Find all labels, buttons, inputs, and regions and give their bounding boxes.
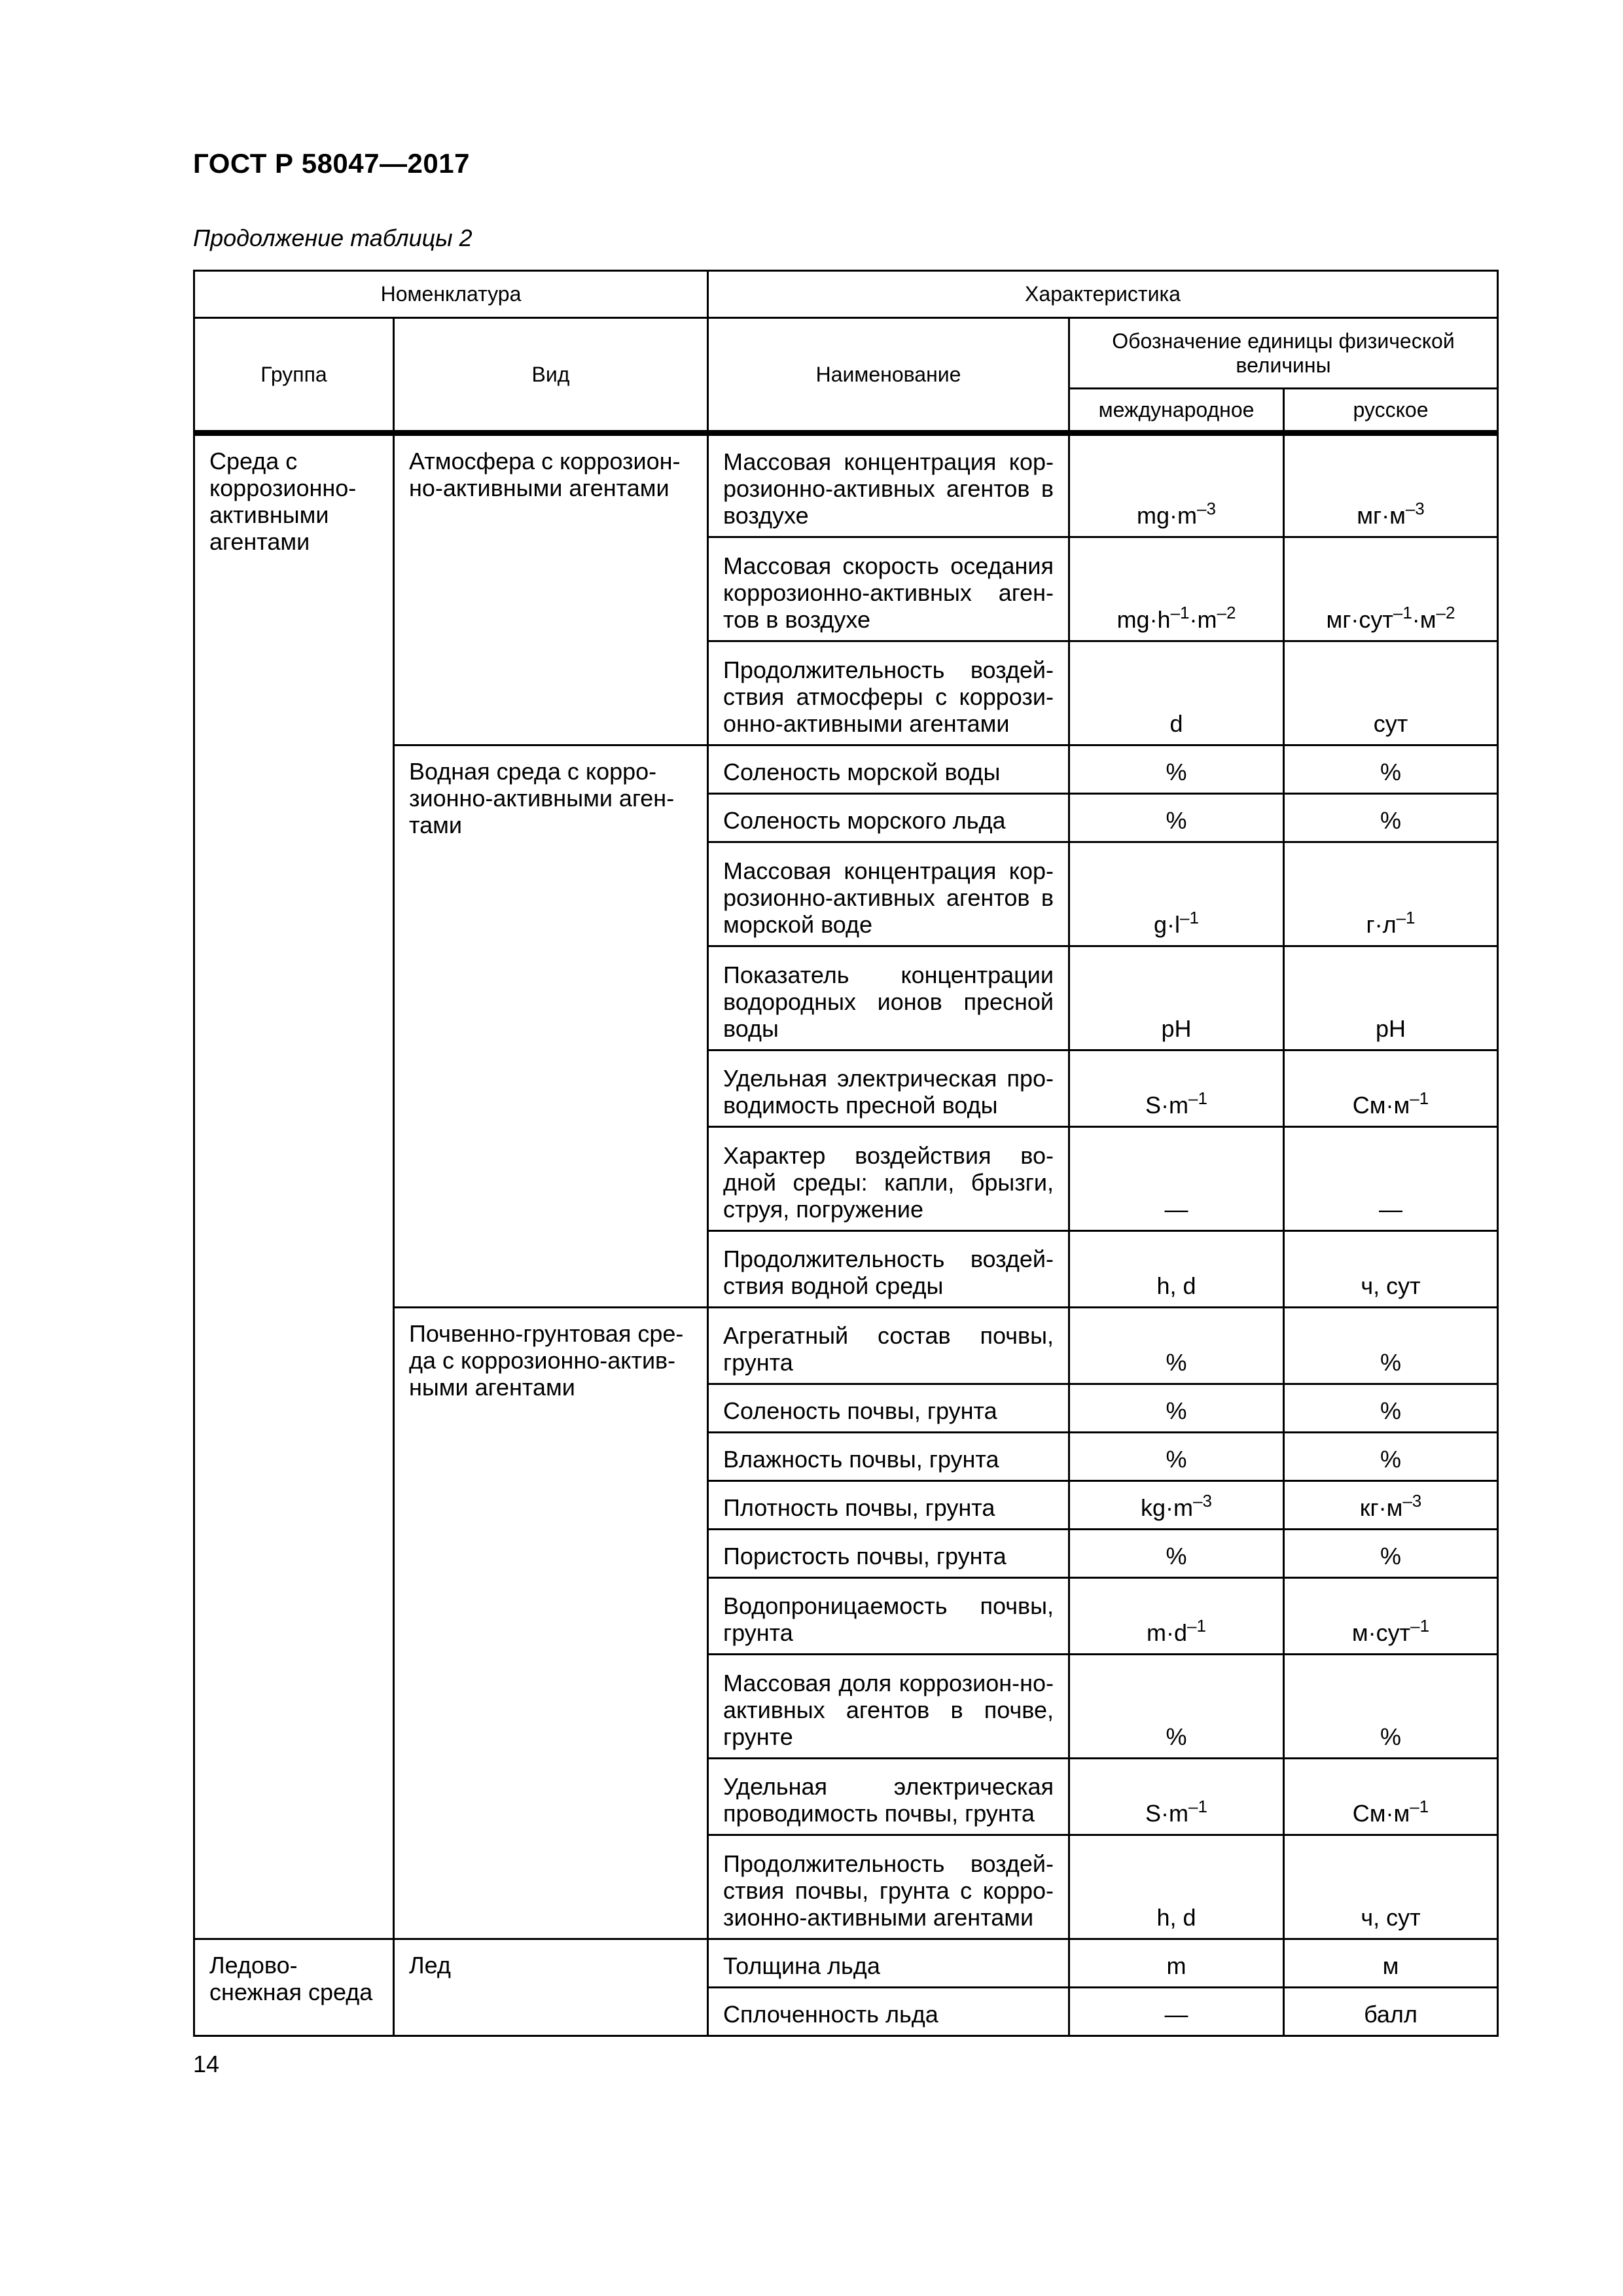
russian-unit-cell (1284, 1127, 1498, 1231)
unit-symbol: % (1380, 807, 1401, 834)
page-number: 14 (193, 2051, 220, 2077)
kind-cell: Почвенно-грунтовая сре-да с коррозионно-актив-ными агентами (394, 1308, 708, 1939)
parameter-name-cell: Массовая скорость оседания коррозионно-активных аген-тов в воздухе (708, 537, 1069, 641)
russian-unit-cell (1284, 1433, 1498, 1481)
unit-symbol: сут (1373, 710, 1408, 737)
unit-exponent: –2 (1217, 603, 1236, 622)
parameter-name-cell: Соленость морского льда (708, 794, 1069, 842)
table-row (194, 433, 1498, 537)
header-kind: Вид (394, 318, 708, 433)
russian-unit-cell (1284, 1384, 1498, 1433)
parameter-name-cell: Толщина льда (708, 1939, 1069, 1988)
international-unit-cell (1069, 1231, 1284, 1308)
russian-unit-cell (1284, 1530, 1498, 1578)
unit-exponent: –3 (1197, 499, 1216, 518)
header-name: Наименование (708, 318, 1069, 433)
unit-symbol: ·m (1189, 606, 1217, 633)
parameter-name-cell: Соленость почвы, грунта (708, 1384, 1069, 1433)
russian-unit-cell (1284, 1050, 1498, 1127)
russian-unit-cell (1284, 1655, 1498, 1759)
international-unit-cell (1069, 1127, 1284, 1231)
unit-symbol: кг·м (1359, 1494, 1403, 1521)
unit-symbol: См·м (1352, 1092, 1410, 1119)
russian-unit-cell (1284, 1835, 1498, 1939)
russian-unit-cell (1284, 1481, 1498, 1530)
russian-unit-cell (1284, 1578, 1498, 1655)
header-characteristic: Характеристика (708, 271, 1498, 318)
unit-symbol: % (1380, 1543, 1401, 1570)
unit-symbol: h, d (1156, 1904, 1196, 1931)
unit-symbol: — (1379, 1196, 1402, 1223)
international-unit-cell (1069, 842, 1284, 946)
unit-symbol: % (1380, 1723, 1401, 1750)
unit-exponent: –1 (1410, 1797, 1429, 1816)
international-unit-cell (1069, 1308, 1284, 1384)
unit-symbol: % (1380, 1446, 1401, 1473)
international-unit-cell (1069, 794, 1284, 842)
parameter-name-cell: Соленость морской воды (708, 745, 1069, 794)
parameter-name-cell: Плотность почвы, грунта (708, 1481, 1069, 1530)
table-row (194, 1939, 1498, 1988)
international-unit-cell (1069, 1655, 1284, 1759)
unit-exponent: –1 (1410, 1616, 1430, 1636)
header-russian: русское (1284, 389, 1498, 433)
parameter-name-cell: Массовая доля коррозион-но-активных агентов в почве, грунте (708, 1655, 1069, 1759)
unit-symbol: См·м (1352, 1800, 1410, 1827)
parameter-name-cell: Показатель концентрации водородных ионов пресной воды (708, 946, 1069, 1050)
international-unit-cell (1069, 946, 1284, 1050)
group-cell: Ледово-снежная среда (194, 1939, 394, 2036)
parameter-name-cell: Продолжительность воздей-ствия водной среды (708, 1231, 1069, 1308)
units-table (193, 270, 1499, 2037)
unit-symbol: % (1166, 1446, 1187, 1473)
international-unit-cell (1069, 1384, 1284, 1433)
parameter-name-cell: Сплоченность льда (708, 1988, 1069, 2036)
parameter-name-cell: Пористость почвы, грунта (708, 1530, 1069, 1578)
russian-unit-cell (1284, 1759, 1498, 1835)
unit-symbol: % (1166, 1723, 1187, 1750)
unit-symbol: % (1380, 1397, 1401, 1424)
unit-symbol: S·m (1145, 1092, 1189, 1119)
unit-symbol: d (1169, 710, 1183, 737)
unit-exponent: –3 (1405, 499, 1425, 518)
parameter-name-cell: Удельная электрическая проводимость почвы, грунта (708, 1759, 1069, 1835)
unit-symbol: % (1166, 1397, 1187, 1424)
table-caption: Продолжение таблицы 2 (193, 224, 473, 251)
international-unit-cell (1069, 1759, 1284, 1835)
russian-unit-cell (1284, 1231, 1498, 1308)
parameter-name-cell: Продолжительность воздей-ствия почвы, грунта с корро-зионно-активными агентами (708, 1835, 1069, 1939)
unit-exponent: –1 (1410, 1088, 1429, 1108)
unit-symbol: мг·м (1357, 502, 1406, 529)
header-group: Группа (194, 318, 394, 433)
unit-symbol: ч, сут (1361, 1904, 1421, 1931)
unit-exponent: –1 (1187, 1616, 1206, 1636)
unit-symbol: % (1166, 759, 1187, 785)
parameter-name-cell: Влажность почвы, грунта (708, 1433, 1069, 1481)
russian-unit-cell (1284, 1939, 1498, 1988)
parameter-name-cell: Водопроницаемость почвы, грунта (708, 1578, 1069, 1655)
international-unit-cell (1069, 745, 1284, 794)
international-unit-cell (1069, 1988, 1284, 2036)
parameter-name-cell: Массовая концентрация кор-розионно-активных агентов в морской воде (708, 842, 1069, 946)
parameter-name-cell: Продолжительность воздей-ствия атмосферы с коррози-онно-активными агентами (708, 641, 1069, 745)
kind-cell: Лед (394, 1939, 708, 2036)
unit-symbol: mg·h (1116, 606, 1171, 633)
kind-cell: Атмосфера с коррозион-но-активными агентами (394, 433, 708, 745)
header-nomenclature: Номенклатура (194, 271, 708, 318)
unit-symbol: m (1166, 1952, 1186, 1979)
unit-symbol: % (1166, 1349, 1187, 1376)
unit-symbol: pH (1375, 1015, 1406, 1042)
parameter-name-cell: Удельная электрическая про-водимость пресной воды (708, 1050, 1069, 1127)
group-cell: Среда с коррозионно-активными агентами (194, 433, 394, 1939)
unit-symbol: — (1164, 2001, 1188, 2028)
unit-exponent: –1 (1170, 603, 1190, 622)
international-unit-cell (1069, 641, 1284, 745)
unit-exponent: –1 (1396, 908, 1416, 927)
unit-exponent: –3 (1193, 1491, 1212, 1511)
russian-unit-cell (1284, 842, 1498, 946)
international-unit-cell (1069, 1481, 1284, 1530)
international-unit-cell (1069, 1050, 1284, 1127)
unit-exponent: –1 (1188, 1797, 1207, 1816)
kind-cell: Водная среда с корро-зионно-активными аген-тами (394, 745, 708, 1308)
russian-unit-cell (1284, 946, 1498, 1050)
unit-symbol: g·l (1154, 911, 1181, 938)
international-unit-cell (1069, 537, 1284, 641)
parameter-name-cell: Характер воздействия во-дной среды: капли, брызги, струя, погружение (708, 1127, 1069, 1231)
unit-symbol: S·m (1145, 1800, 1189, 1827)
unit-symbol: м·сут (1351, 1619, 1411, 1646)
unit-exponent: –1 (1188, 1088, 1207, 1108)
unit-symbol: % (1380, 1349, 1401, 1376)
unit-symbol: pH (1161, 1015, 1192, 1042)
international-unit-cell (1069, 433, 1284, 537)
unit-symbol: % (1380, 759, 1401, 785)
header-international: международное (1069, 389, 1284, 433)
russian-unit-cell (1284, 537, 1498, 641)
unit-exponent: –2 (1436, 603, 1455, 622)
table-body (194, 433, 1498, 2036)
unit-symbol: ч, сут (1361, 1272, 1421, 1299)
unit-symbol: м (1382, 1952, 1399, 1979)
unit-symbol: балл (1364, 2001, 1418, 2028)
unit-symbol: m·d (1147, 1619, 1188, 1646)
international-unit-cell (1069, 1939, 1284, 1988)
unit-symbol: г·л (1366, 911, 1397, 938)
table-header (194, 271, 1498, 433)
russian-unit-cell (1284, 433, 1498, 537)
header-unit-designation: Обозначение единицы физической величины (1069, 318, 1498, 389)
international-unit-cell (1069, 1433, 1284, 1481)
unit-symbol: kg·m (1141, 1494, 1194, 1521)
unit-symbol: ·м (1412, 606, 1436, 633)
unit-symbol: % (1166, 1543, 1187, 1570)
russian-unit-cell (1284, 641, 1498, 745)
international-unit-cell (1069, 1578, 1284, 1655)
unit-symbol: mg·m (1137, 502, 1198, 529)
russian-unit-cell (1284, 794, 1498, 842)
unit-exponent: –1 (1180, 908, 1199, 927)
unit-exponent: –1 (1393, 603, 1412, 622)
russian-unit-cell (1284, 1308, 1498, 1384)
document-code: ГОСТ Р 58047—2017 (193, 148, 470, 179)
parameter-name-cell: Массовая концентрация кор-розионно-активных агентов в воздухе (708, 433, 1069, 537)
international-unit-cell (1069, 1835, 1284, 1939)
parameter-name-cell: Агрегатный состав почвы, грунта (708, 1308, 1069, 1384)
russian-unit-cell (1284, 1988, 1498, 2036)
unit-exponent: –3 (1402, 1491, 1422, 1511)
unit-symbol: — (1164, 1196, 1188, 1223)
unit-symbol: h, d (1156, 1272, 1196, 1299)
russian-unit-cell (1284, 745, 1498, 794)
international-unit-cell (1069, 1530, 1284, 1578)
unit-symbol: мг·сут (1326, 606, 1393, 633)
unit-symbol: % (1166, 807, 1187, 834)
